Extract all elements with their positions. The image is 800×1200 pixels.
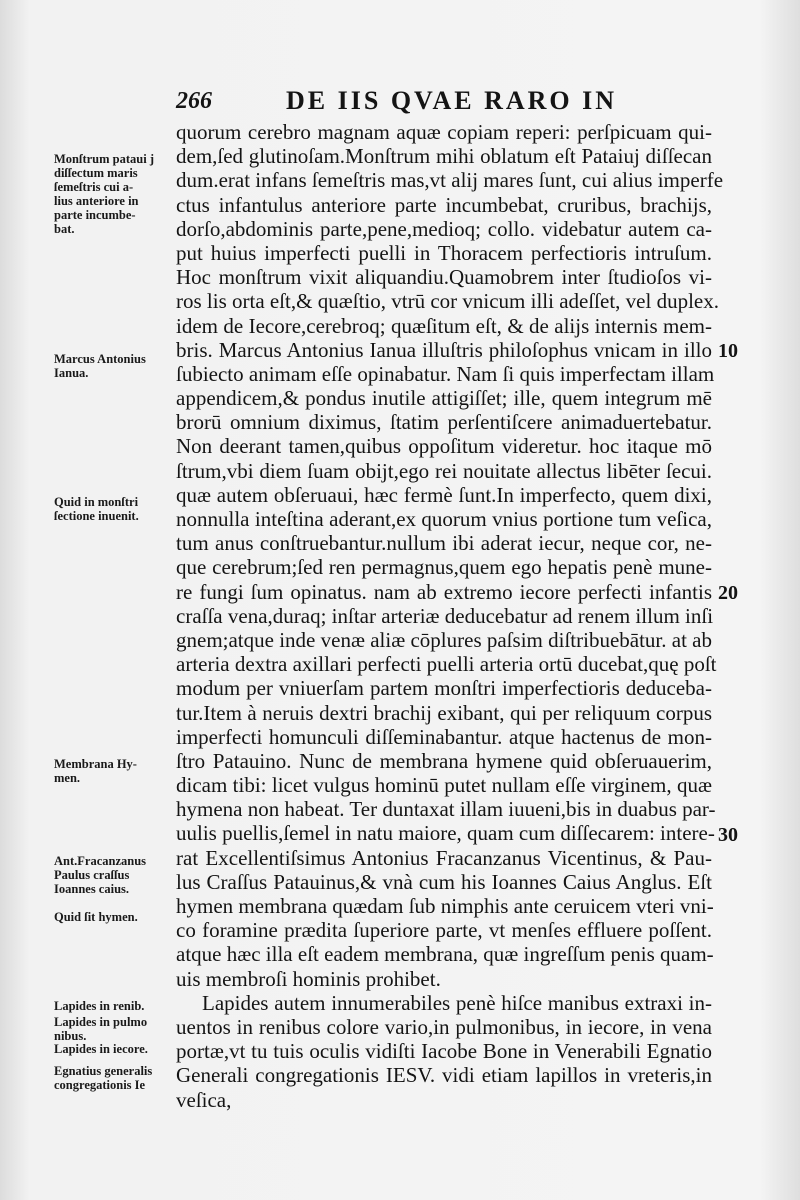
- margin-note: [54, 854, 174, 896]
- line-number: 20: [718, 581, 738, 604]
- text-line: dicam tibi: licet vulgus hominū putet nullam eſſe virginem, quæ: [176, 773, 712, 798]
- text-line: ſtrum,vbi diem ſuam obijt,ego rei nouitate allectus libēter ſecui.: [176, 458, 712, 483]
- text-line: ſtro Patauino. Nunc de membrana hymene quid obſeruauerim,: [176, 748, 712, 773]
- page-number: 266: [176, 88, 212, 114]
- margin-note-line: ſectione inuenit.: [54, 509, 139, 523]
- main-text-block: [176, 120, 724, 1112]
- margin-note-line: men.: [54, 771, 81, 786]
- margin-note: [54, 495, 174, 523]
- text-line: lus Craſſus Patauinus,& vnà cum his Ioannes Caius Anglus. Eſt: [176, 869, 712, 894]
- margin-note: [54, 352, 174, 380]
- margin-note-line: Lapides in iecore.: [54, 1041, 148, 1056]
- running-head: DE IIS QVAE RARO IN: [286, 86, 618, 115]
- margin-note-line: Membrana Hy-: [54, 757, 137, 772]
- text-line: Hoc monſtrum vixit aliquandiu.Quamobrem inter ſtudioſos vi-: [176, 265, 712, 290]
- margin-note-line: ſemeſtris cui a-: [54, 180, 134, 195]
- text-line: arteria dextra axillari perfecti puelli arteria ortū ducebat,quę poſt: [176, 652, 717, 677]
- text-line: rat Excellentiſsimus Antonius Fracanzanus Vicentinus, & Pau-: [176, 845, 712, 870]
- text-line: ros lis orta eſt,& quæſtio, vtrū cor vnicum illi adeſſet, vel duplex.: [176, 289, 719, 314]
- margin-note-line: bat.: [54, 222, 75, 237]
- margin-note-line: Ioannes caius.: [54, 882, 130, 896]
- margin-note: [54, 910, 174, 924]
- text-line: idem de Iecore,cerebroq; quæſitum eſt, & de alijs internis mem-: [176, 313, 712, 338]
- text-line: dum.erat infans ſemeſtris mas,vt alij mares ſunt, cui alius imperfe: [176, 168, 724, 193]
- margin-note-line: Lapides in pulmo: [54, 1015, 148, 1030]
- margin-note-line: congregationis Ie: [54, 1077, 146, 1092]
- text-line: Non deerant tamen,quibus oppoſitum videretur. hoc itaque mō: [176, 434, 712, 459]
- text-line: uulis puellis,ſemel in natu maiore, quam cum diſſecarem: intere-: [176, 821, 715, 846]
- margin-note-line: Paulus craſſus: [54, 868, 130, 882]
- text-line: veſica,: [176, 1087, 232, 1112]
- text-line: re fungi ſum opinatus. nam ab extremo iecore perfecti infantis: [176, 579, 712, 604]
- text-line: Lapides autem innumerabiles penè hiſce manibus extraxi in-: [202, 990, 712, 1015]
- text-line: Generali congregationis IESV. vidi etiam lapillos in vreteris,in: [176, 1063, 712, 1088]
- text-line: put huius imperfecti puelli in Thoracem perfectioris intruſum.: [176, 240, 712, 265]
- margin-note: [54, 1015, 174, 1043]
- text-line: nonnulla inteſtina aderant,ex quorum vnius portione tum veſica,: [176, 507, 712, 531]
- margin-note-line: Quid ſit hymen.: [54, 910, 138, 925]
- margin-note-line: parte incumbe-: [54, 208, 136, 223]
- margin-note: [54, 152, 174, 236]
- margin-note-line: Marcus Antonius: [54, 351, 146, 366]
- margin-note-line: Ianua.: [54, 365, 89, 380]
- margin-note: [54, 1064, 174, 1092]
- margin-note-line: Egnatius generalis: [54, 1063, 153, 1078]
- text-line: craſſa vena,duraq; inſtar arteriæ deducebatur ad renem illum inſi: [176, 603, 714, 628]
- text-line: co foramine prædita ſuperiore parte, vt menſes effluere poſſent.: [176, 918, 712, 943]
- margin-note: [54, 999, 174, 1013]
- text-line: dem,ſed glutinoſam.Monſtrum mihi oblatum eſt Pataiuj diſſecan: [176, 144, 712, 169]
- margin-note-line: Monſtrum pataui j: [54, 152, 154, 167]
- margin-note-line: Ant.Fracanzanus: [54, 854, 147, 868]
- text-line: uentos in renibus colore vario,in pulmonibus, in iecore, in vena: [176, 1014, 712, 1039]
- text-line: brorū omnium diximus, ſtatim perſentiſcere animaduertebatur.: [176, 410, 712, 435]
- text-line: uis membroſi hominis prohibet.: [176, 966, 441, 991]
- text-line: gnem;atque inde venæ aliæ cōplures paſsim diſtribuebātur. at ab: [176, 627, 712, 652]
- margin-note-line: Lapides in renib.: [54, 999, 145, 1014]
- text-line: quæ autem obſeruaui, hæc fermè ſunt.In imperfecto, quem dixi,: [176, 482, 712, 507]
- text-line: tur.Item à neruis dextri brachij exibant, qui per reliquum corpus: [176, 700, 712, 725]
- margin-note: [54, 757, 174, 785]
- text-line: atque hæc illa eſt eadem membrana, quæ ingreſſum penis quam-: [176, 942, 714, 967]
- text-line: hymen membrana quædam ſub nimphis ante ceruicem vteri vni-: [176, 894, 714, 918]
- text-line: que cerebrum;ſed ren permagnus,quem ego hepatis penè mune-: [176, 555, 712, 580]
- text-line: hymena non habeat. Ter duntaxat illam iuueni,bis in duabus par-: [176, 797, 716, 822]
- text-line: dorſo,abdominis parte,pene,medioq; collo. videbatur autem ca-: [176, 216, 712, 241]
- text-line: ctus infantulus anteriore parte incumbebat, cruribus, brachijs,: [176, 192, 712, 217]
- line-number: 30: [718, 823, 738, 846]
- text-line: bris. Marcus Antonius Ianua illuſtris philoſophus vnicam in illo: [176, 337, 712, 362]
- text-line: quorum cerebro magnam aquæ copiam reperi: perſpicuam qui-: [176, 120, 712, 144]
- margin-note-line: nibus.: [54, 1029, 87, 1044]
- margin-note-line: diſſectum maris: [54, 166, 138, 181]
- page-header: [176, 84, 716, 120]
- text-line: ſubiecto animam eſſe opinabatur. Nam ſi quis imperfectam illam: [176, 361, 715, 386]
- margin-note: [54, 1042, 174, 1056]
- text-line: modum per vniuerſam partem monſtri imperfectioris deduceba-: [176, 676, 712, 701]
- margin-note-line: Quid in monſtri: [54, 495, 139, 509]
- text-line: tum anus conſtruebantur.nullum ibi aderat iecur, neque cor, ne-: [176, 531, 712, 556]
- text-line: imperfecti homunculi diſſeminabantur. atque hactenus de mon-: [176, 724, 712, 749]
- text-line: portæ,vt tu tuis oculis vidiſti Iacobe Bone in Venerabili Egnatio: [176, 1039, 712, 1064]
- text-line: appendicem,& pondus inutile attigiſſet; ille, quem integrum mē: [176, 386, 712, 411]
- margin-note-line: lius anteriore in: [54, 194, 139, 209]
- line-number: 10: [718, 339, 738, 362]
